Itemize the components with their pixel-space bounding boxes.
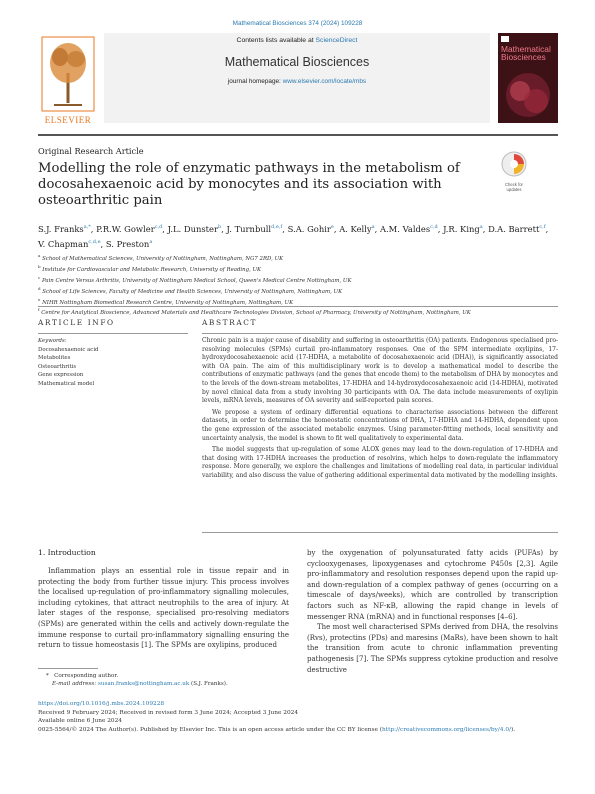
article-info-heading: ARTICLE INFO (38, 318, 115, 327)
author-name[interactable]: D.A. Barrett (488, 223, 540, 234)
doi-link[interactable]: https://doi.org/10.1016/j.mbs.2024.109228 (38, 701, 165, 707)
author-name[interactable]: S. Preston (105, 238, 150, 249)
author-affiliation-marker[interactable]: c,d (430, 224, 438, 230)
cover-art-icon (498, 65, 558, 123)
affiliation-text: Centre for Analytical Bioscience, Advanced Materials and Healthcare Technologies Division, School of Pharmacy, University of Nottingham, Nottingham, UK (41, 310, 471, 317)
affiliation-marker: b (38, 263, 41, 269)
publisher-name: ELSEVIER (44, 115, 92, 125)
homepage-prefix: journal homepage: (227, 78, 281, 85)
affiliation-marker: a (38, 253, 41, 258)
affiliation-text: School of Life Sciences, Faculty of Medicine and Health Sciences, University of Nottingham, Nottingham, UK (42, 288, 343, 295)
affiliation-marker: e (38, 296, 41, 302)
affiliation-marker: f (38, 307, 40, 313)
masthead-rule (38, 134, 558, 136)
affiliation-list (38, 252, 558, 317)
affiliation (38, 285, 558, 296)
journal-title: Mathematical Biosciences (224, 55, 370, 69)
license-prefix: 0025-5564/© 2024 The Author(s). Published by Elsevier Inc. This is an open access article under the CC BY license ( (38, 726, 383, 733)
license-link[interactable]: http://creativecommons.org/licenses/by/4.0/ (382, 726, 512, 733)
abstract-paragraph: Chronic pain is a major cause of disability and suffering in osteoarthritis (OA) patients. Endogenous specialised pro-resolving molecules (SPMs) curtail pro-inflammatory responses. One of the SPM intermediate oxylipins, 17-hydroxydocosahexaenoic acid (17-HDHA, a metabolite of docosahexaenoic acid (DHA)), is significantly associated with OA pain. The aim of this multidisciplinary work is to develop a mathematical model to describe the contributions of enzymatic pathways (and the genes that encode them) to the metabolism of DHA by monocytes and to the levels of the down-stream metabolites, 17-HDHA and 14-hydroxydocosahexaenoic acid (14-HDHA), motivated by novel clinical data from a study involving 30 participants with OA. The data include measurements of oxylipin levels, mRNA levels, measures of OA severity and self-reported pain scores. (202, 337, 558, 405)
author-affiliation-marker[interactable]: c,d,e (88, 238, 101, 245)
cover-title: Mathematical Biosciences (501, 44, 551, 62)
affiliation (38, 296, 558, 307)
introduction-right-column (307, 548, 558, 675)
article-info-rule (38, 333, 188, 334)
cover-logo-mark (501, 36, 509, 42)
footnote-marker: * (46, 673, 49, 679)
intro-paragraph: Inflammation plays an essential role in tissue repair and in protecting the body from further tissue injury. This process involves the localised up-regulation of pro-inflammatory signalling molecules, including cytokines, that attract neutrophils to the area of injury. At later stages of the response, specialised pro-resolving mediators (SPMs) are generated within the cells and actively down-regulate the immune response to curtail pro-inflammatory signalling ensuring the return to tissue homeostasis [1]. The SPMs are oxylipins, produced (38, 567, 289, 650)
masthead-center (104, 33, 490, 123)
affiliation (38, 306, 558, 317)
article-type: Original Research Article (38, 146, 144, 156)
keywords-label: Keywords: (38, 338, 67, 344)
author-affiliation-marker[interactable]: d,e,f (271, 224, 283, 230)
journal-citation[interactable]: Mathematical Biosciences 374 (2024) 109228 (232, 20, 363, 27)
author-name[interactable]: J.L. Dunster (167, 223, 219, 234)
journal-masthead (38, 33, 558, 129)
abstract-paragraph: The model suggests that up-regulation of some ALOX genes may lead to the down-regulation of 17-HDHA and that dosing with 17-HDHA increases the production of resolvins, which helps to down-regulate the inflammatory response. More generally, we explore the challenges and limitations of modelling real data, in particular individual variability, and also discuss the value of gathering additional experimental data motivated by the modelling insights. (202, 446, 558, 479)
author-affiliation-marker[interactable]: a (371, 224, 375, 230)
affiliation-text: Institute for Cardiovascular and Metabolic Research, University of Reading, UK (42, 266, 262, 273)
license-line (38, 726, 558, 735)
author-affiliation-marker[interactable]: b (218, 224, 222, 230)
author-affiliation-marker[interactable]: a (149, 238, 153, 245)
abstract-rule (202, 333, 558, 334)
author-name[interactable]: V. Chapman (38, 238, 89, 249)
author-affiliation-marker[interactable]: a (479, 224, 483, 230)
keyword-list (38, 346, 188, 388)
check-for-updates-badge[interactable] (500, 150, 528, 192)
affiliation-rule (38, 306, 558, 307)
footnote (46, 672, 346, 688)
affiliation-text: School of Mathematical Sciences, University of Nottingham, Nottingham, NG7 2RD, UK (42, 255, 284, 262)
intro-paragraph: The most well characterised SPMs derived from DHA, the resolvins (Rvs), protectins (PDs) and maresins (MaRs), have been shown to halt the transition from acute to chronic inflammation preventing pathogenesis [7]. The SPMs suppress cytokine production and resolve destructive (307, 623, 558, 674)
affiliation (38, 274, 558, 285)
available-online: Available online 6 June 2024 (38, 718, 122, 725)
author-affiliation-marker[interactable]: e (330, 224, 334, 230)
email-label: E-mail address: (52, 681, 97, 688)
affiliation (38, 252, 558, 263)
elsevier-tree-icon (38, 33, 98, 113)
author-affiliation-marker[interactable]: a,* (83, 224, 91, 230)
corresponding-author-note (46, 672, 346, 680)
keyword: Metabolites (38, 355, 71, 362)
author-list: S.J. Franks$^{a,*}$, P.R.W. Gowler$^{c,d}$, J.L. Dunster$^b$, J. Turnbull$^{d,e,f}$, S.A. Gohir$^e$, A. Kelly$^a$, A.M. Valdes$^{c,d}$, J.R. King$^a$, D.A. Barrett$^{c,f}$, V. Chapman$^{c,d,e}$, S. Preston$^a$ (38, 223, 549, 249)
affiliation-marker: d (38, 285, 41, 291)
author-name[interactable]: A.M. Valdes (379, 223, 431, 234)
keyword: Osteoarthritis (38, 363, 77, 370)
elsevier-logo[interactable] (38, 33, 98, 125)
homepage-link[interactable]: www.elsevier.com/locate/mbs (282, 78, 367, 85)
author-name[interactable]: J.R. King (443, 223, 480, 234)
sciencedirect-link[interactable]: ScienceDirect (315, 37, 358, 44)
abstract-end-rule (202, 532, 558, 533)
author-affiliation-marker[interactable]: c,d (154, 224, 163, 230)
affiliation-text: NIHR Nottingham Biomedical Research Centre, University of Nottingham, Nottingham, UK (42, 299, 294, 306)
author-name[interactable]: S.A. Gohir (287, 223, 331, 234)
contents-line (104, 37, 490, 44)
check-for-updates-label: Check for updates (505, 182, 523, 192)
keyword: Mathematical model (38, 380, 95, 387)
journal-cover-thumbnail[interactable] (498, 33, 558, 123)
abstract-paragraph: We propose a system of ordinary differential equations to characterise associations between the different datasets, in order to determine the homeostatic concentrations of DHA, 17-HDHA and 14-HDHA, dependent upon the gene expression of the associated metabolic enzymes. Using parameter-fitting methods, local sensitivity and uncertainty analysis, the model is shown to fit well qualitatively to experimental data. (202, 408, 558, 442)
corresponding-label: Corresponding author. (54, 673, 119, 679)
journal-homepage (104, 78, 490, 85)
email-owner: (S.J. Franks). (191, 681, 228, 688)
keyword: Gene expression (38, 372, 84, 379)
author-name[interactable]: A. Kelly (339, 223, 372, 234)
affiliation-marker: c (38, 274, 41, 280)
email-link[interactable]: susan.franks@nottingham.ac.uk (97, 681, 190, 688)
author-name[interactable]: J. Turnbull (226, 223, 272, 234)
abstract-body (202, 337, 558, 484)
crossmark-icon (500, 150, 528, 178)
email-note (46, 680, 346, 688)
abstract-heading: ABSTRACT (202, 318, 258, 327)
author-affiliation-marker[interactable]: c,f (539, 224, 546, 230)
article-title: Modelling the role of enzymatic pathways in the metabolism of docosahexaenoic acid by monocytes and its association with osteoarthritic pain (38, 161, 460, 208)
license-suffix: ). (511, 726, 516, 733)
contents-prefix: Contents lists available at (236, 37, 314, 44)
author-name[interactable]: P.R.W. Gowler (96, 223, 155, 234)
footnote-rule (38, 668, 98, 669)
introduction-left-column (38, 566, 289, 651)
affiliation-text: Pain Centre Versus Arthritis, University of Nottingham Medical School, Queen's Medical Centre Nottingham, UK (41, 277, 352, 284)
author-name[interactable]: S.J. Franks (38, 223, 84, 234)
intro-paragraph: by the oxygenation of polyunsaturated fatty acids (PUFAs) by cyclooxygenases, lipoxygenases and cytochrome P450s [2,3]. Agile pro-inflammatory and resolution responses depend upon the rapid up- and down-regulation of a complex pathway of genes (occurring on a timescale of days/weeks), which are controlled by transcription factors such as NF-κB, allowing the rapid change in levels of messenger RNA (mRNA) and in functional responses [4–6]. (307, 549, 558, 621)
introduction-heading: 1. Introduction (38, 548, 96, 557)
article-footer (38, 700, 558, 734)
keyword: Docosahexaenoic acid (38, 347, 99, 353)
affiliation (38, 263, 558, 274)
received-dates: Received 9 February 2024; Received in revised form 3 June 2024; Accepted 3 June 2024 (38, 709, 299, 716)
